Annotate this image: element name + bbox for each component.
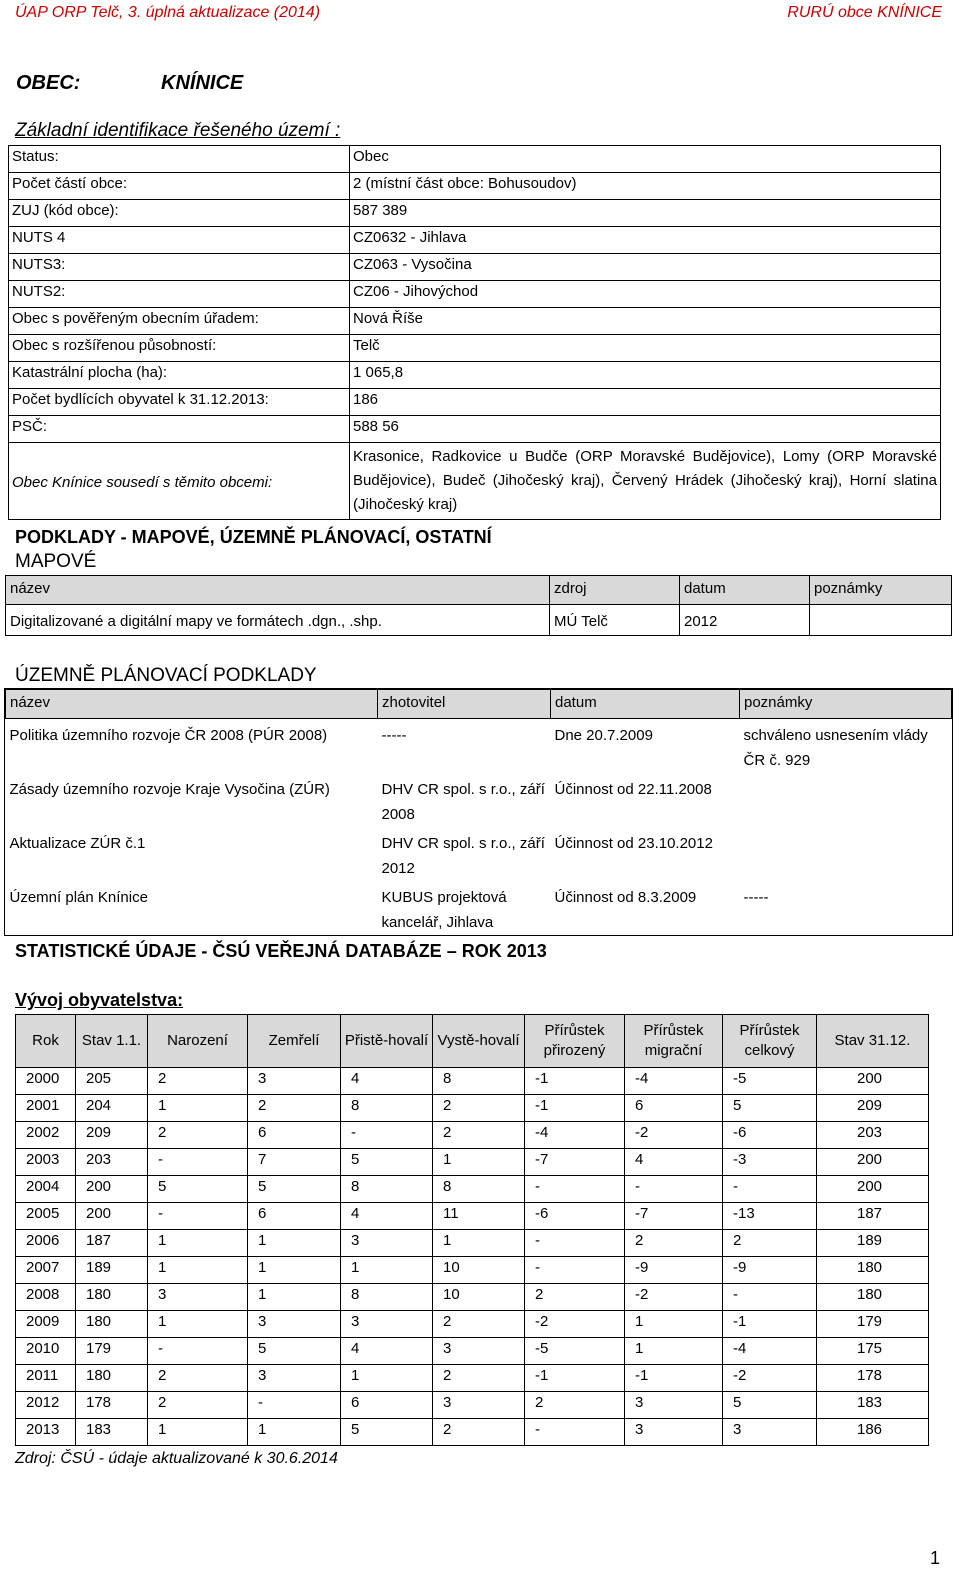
population-row xyxy=(16,1149,929,1176)
neighbors-label: Obec Knínice sousedí s těmito obcemi: xyxy=(9,443,350,520)
uzemne-cell xyxy=(740,773,952,827)
page-header xyxy=(15,4,942,26)
population-row xyxy=(16,1284,929,1311)
ident-row xyxy=(9,146,941,173)
population-cell: -3 xyxy=(723,1149,817,1176)
population-cell: - xyxy=(525,1419,625,1446)
population-cell: -9 xyxy=(625,1257,723,1284)
population-cell: 1 xyxy=(433,1230,525,1257)
page-number: 1 xyxy=(929,1548,940,1568)
population-cell: 2002 xyxy=(16,1122,76,1149)
uzemne-title: ÚZEMNĚ PLÁNOVACÍ PODKLADY xyxy=(15,665,317,686)
population-cell: - xyxy=(723,1176,817,1203)
population-cell: 1 xyxy=(148,1257,248,1284)
population-cell: 180 xyxy=(817,1284,929,1311)
population-cell: 200 xyxy=(76,1203,148,1230)
population-cell: -6 xyxy=(723,1122,817,1149)
population-cell: 203 xyxy=(76,1149,148,1176)
population-cell: - xyxy=(341,1122,433,1149)
population-cell: 178 xyxy=(76,1392,148,1419)
population-cell: -1 xyxy=(525,1365,625,1392)
population-cell: -1 xyxy=(625,1365,723,1392)
uzemne-cell: Územní plán Knínice xyxy=(9,889,148,906)
population-row xyxy=(16,1122,929,1149)
mapove-table xyxy=(5,575,952,636)
population-header-cell: Přírůstek migrační xyxy=(625,1015,723,1068)
uzemne-cell: Účinnost od 22.11.2008 xyxy=(554,781,712,798)
population-cell: 209 xyxy=(76,1122,148,1149)
source-note: Zdroj: ČSÚ - údaje aktualizované k 30.6.2014 xyxy=(15,1450,338,1467)
ident-row xyxy=(9,416,941,443)
ident-value: 588 56 xyxy=(350,416,941,443)
population-cell: -1 xyxy=(723,1311,817,1338)
population-cell: 175 xyxy=(817,1338,929,1365)
population-cell: -13 xyxy=(723,1203,817,1230)
population-cell: 1 xyxy=(433,1149,525,1176)
ident-row xyxy=(9,173,941,200)
population-cell: 2 xyxy=(148,1068,248,1095)
mapove-header-cell: poznámky xyxy=(810,576,952,605)
mapove-header-cell: zdroj xyxy=(550,576,680,605)
population-cell: 3 xyxy=(341,1311,433,1338)
population-header-cell: Rok xyxy=(16,1015,76,1068)
population-cell: -1 xyxy=(525,1095,625,1122)
population-cell: 1 xyxy=(625,1311,723,1338)
population-cell: 2012 xyxy=(16,1392,76,1419)
population-cell: 2 xyxy=(248,1095,341,1122)
population-cell: 209 xyxy=(817,1095,929,1122)
neighbors-row xyxy=(9,443,941,520)
population-cell: 2001 xyxy=(16,1095,76,1122)
uzemne-row xyxy=(6,827,952,881)
ident-title: Základní identifikace řešeného území : xyxy=(15,120,341,141)
population-cell: 4 xyxy=(341,1068,433,1095)
population-cell: - xyxy=(148,1203,248,1230)
ident-value: 587 389 xyxy=(350,200,941,227)
population-cell: -4 xyxy=(525,1122,625,1149)
mapove-cell: Digitalizované a digitální mapy ve formátech .dgn., .shp. xyxy=(6,605,550,636)
ident-label: Status: xyxy=(9,146,350,173)
population-cell: 11 xyxy=(433,1203,525,1230)
population-cell: 180 xyxy=(76,1311,148,1338)
population-cell: 2013 xyxy=(16,1419,76,1446)
population-cell: - xyxy=(525,1176,625,1203)
population-cell: 178 xyxy=(817,1365,929,1392)
population-cell: 3 xyxy=(433,1338,525,1365)
population-cell: 5 xyxy=(248,1338,341,1365)
population-cell: 3 xyxy=(625,1392,723,1419)
uzemne-header-cell: název xyxy=(6,690,378,719)
population-cell: 2 xyxy=(525,1284,625,1311)
ident-row xyxy=(9,254,941,281)
population-cell: 2 xyxy=(433,1095,525,1122)
mapove-cell xyxy=(810,605,952,636)
population-cell: 2 xyxy=(148,1122,248,1149)
uzemne-header-row xyxy=(6,690,952,719)
ident-row xyxy=(9,281,941,308)
ident-value: Nová Říše xyxy=(350,308,941,335)
population-header-cell: Přistě-hovalí xyxy=(341,1015,433,1068)
population-cell: 10 xyxy=(433,1257,525,1284)
ident-value: CZ063 - Vysočina xyxy=(350,254,941,281)
population-cell: 179 xyxy=(817,1311,929,1338)
population-table xyxy=(15,1014,929,1446)
obec-name: KNÍNICE xyxy=(161,72,244,94)
stat-title: STATISTICKÉ ÚDAJE - ČSÚ VEŘEJNÁ DATABÁZE – ROK 2013 xyxy=(15,941,547,961)
population-cell: 2010 xyxy=(16,1338,76,1365)
population-cell: 7 xyxy=(248,1149,341,1176)
population-cell: 6 xyxy=(248,1122,341,1149)
population-cell: - xyxy=(723,1284,817,1311)
uzemne-cell: Zásady územního rozvoje Kraje Vysočina (ZÚR) xyxy=(9,781,330,798)
population-cell: 180 xyxy=(76,1365,148,1392)
population-cell: 4 xyxy=(341,1338,433,1365)
population-row xyxy=(16,1230,929,1257)
population-header-cell: Narození xyxy=(148,1015,248,1068)
population-cell: -6 xyxy=(525,1203,625,1230)
population-cell: 5 xyxy=(723,1392,817,1419)
population-cell: 1 xyxy=(341,1257,433,1284)
ident-label: NUTS3: xyxy=(9,254,350,281)
population-cell: -2 xyxy=(625,1284,723,1311)
obec-title xyxy=(16,72,244,95)
uzemne-cell: Dne 20.7.2009 xyxy=(554,727,653,744)
population-header-cell: Přírůstek celkový xyxy=(723,1015,817,1068)
population-row xyxy=(16,1338,929,1365)
population-cell: 1 xyxy=(341,1365,433,1392)
ident-table xyxy=(8,145,941,520)
population-cell: 2011 xyxy=(16,1365,76,1392)
population-cell: 2 xyxy=(433,1311,525,1338)
population-cell: -2 xyxy=(625,1122,723,1149)
population-header-cell: Stav 1.1. xyxy=(76,1015,148,1068)
population-cell: 5 xyxy=(248,1176,341,1203)
uzemne-header-cell: zhotovitel xyxy=(378,690,551,719)
ident-value: Telč xyxy=(350,335,941,362)
population-cell: 3 xyxy=(248,1311,341,1338)
population-row xyxy=(16,1203,929,1230)
ident-label: Obec s pověřeným obecním úřadem: xyxy=(9,308,350,335)
population-cell: 2 xyxy=(433,1365,525,1392)
population-cell: 1 xyxy=(148,1311,248,1338)
obec-label: OBEC: xyxy=(16,72,81,94)
population-cell: -7 xyxy=(625,1203,723,1230)
uzemne-header-cell: poznámky xyxy=(740,690,952,719)
population-cell: 4 xyxy=(341,1203,433,1230)
population-cell: 8 xyxy=(433,1068,525,1095)
population-cell: 180 xyxy=(817,1257,929,1284)
neighbors-value: Krasonice, Radkovice u Budče (ORP Moravské Budějovice), Lomy (ORP Moravské Budějovice), Budeč (Jihočeský kraj), Červený Hrádek (Jihočeský kraj), Horní slatina (Jihočeský kraj) xyxy=(350,443,941,520)
ident-label: ZUJ (kód obce): xyxy=(9,200,350,227)
population-cell: 2003 xyxy=(16,1149,76,1176)
uzemne-cell: DHV CR spol. s r.o., září 2008 xyxy=(381,781,545,823)
population-cell: -5 xyxy=(525,1338,625,1365)
population-cell: 183 xyxy=(76,1419,148,1446)
population-cell: 2 xyxy=(433,1122,525,1149)
population-row xyxy=(16,1311,929,1338)
population-cell: 2 xyxy=(525,1392,625,1419)
uzemne-cell: ----- xyxy=(381,727,407,744)
population-cell: 3 xyxy=(248,1365,341,1392)
population-cell: - xyxy=(525,1257,625,1284)
population-cell: -4 xyxy=(625,1068,723,1095)
population-cell: 1 xyxy=(248,1419,341,1446)
population-cell: 6 xyxy=(248,1203,341,1230)
ident-label: NUTS 4 xyxy=(9,227,350,254)
population-cell: -4 xyxy=(723,1338,817,1365)
population-cell: 2 xyxy=(625,1230,723,1257)
ident-row xyxy=(9,335,941,362)
population-cell: 3 xyxy=(433,1392,525,1419)
population-cell: - xyxy=(248,1392,341,1419)
population-cell: 203 xyxy=(817,1122,929,1149)
population-cell: 3 xyxy=(148,1284,248,1311)
population-cell: 186 xyxy=(817,1419,929,1446)
ident-label: Katastrální plocha (ha): xyxy=(9,362,350,389)
mapove-cell: MÚ Telč xyxy=(550,605,680,636)
population-cell: 8 xyxy=(341,1095,433,1122)
population-cell: 2006 xyxy=(16,1230,76,1257)
mapove-header-cell: datum xyxy=(680,576,810,605)
population-cell: 10 xyxy=(433,1284,525,1311)
population-cell: 180 xyxy=(76,1284,148,1311)
ident-row xyxy=(9,227,941,254)
population-row xyxy=(16,1365,929,1392)
ident-value: CZ0632 - Jihlava xyxy=(350,227,941,254)
ident-value: CZ06 - Jihovýchod xyxy=(350,281,941,308)
population-header-cell: Přírůstek přirozený xyxy=(525,1015,625,1068)
mapove-cell: 2012 xyxy=(680,605,810,636)
ident-label: Počet částí obce: xyxy=(9,173,350,200)
uzemne-cell: DHV CR spol. s r.o., září 2012 xyxy=(381,835,545,877)
population-cell: 6 xyxy=(341,1392,433,1419)
population-header-cell: Stav 31.12. xyxy=(817,1015,929,1068)
uzemne-cell: Politika územního rozvoje ČR 2008 (PÚR 2008) xyxy=(9,727,328,744)
uzemne-cell: Aktualizace ZÚR č.1 xyxy=(9,835,146,852)
population-cell: -1 xyxy=(525,1068,625,1095)
uzemne-table xyxy=(5,689,952,935)
population-cell: 2007 xyxy=(16,1257,76,1284)
population-cell: 205 xyxy=(76,1068,148,1095)
mapove-header-cell: název xyxy=(6,576,550,605)
uzemne-row xyxy=(6,719,952,774)
population-cell: 1 xyxy=(625,1338,723,1365)
mapove-title: MAPOVÉ xyxy=(15,551,97,572)
population-cell: 4 xyxy=(625,1149,723,1176)
population-cell: 6 xyxy=(625,1095,723,1122)
uzemne-cell: ----- xyxy=(743,889,769,906)
population-row xyxy=(16,1419,929,1446)
population-cell: 5 xyxy=(723,1095,817,1122)
population-cell: 2 xyxy=(148,1392,248,1419)
population-cell: 1 xyxy=(248,1230,341,1257)
population-row xyxy=(16,1392,929,1419)
header-left: ÚAP ORP Telč, 3. úplná aktualizace (2014) xyxy=(15,4,321,21)
vyvoj-title: Vývoj obyvatelstva: xyxy=(15,990,184,1010)
ident-label: NUTS2: xyxy=(9,281,350,308)
population-cell: 3 xyxy=(723,1419,817,1446)
population-cell: - xyxy=(525,1230,625,1257)
population-cell: 1 xyxy=(148,1095,248,1122)
population-cell: 204 xyxy=(76,1095,148,1122)
ident-value: 1 065,8 xyxy=(350,362,941,389)
mapove-header-row xyxy=(6,576,952,605)
population-cell: 2 xyxy=(723,1230,817,1257)
population-header-cell: Vystě-hovalí xyxy=(433,1015,525,1068)
ident-label: Obec s rozšířenou působností: xyxy=(9,335,350,362)
uzemne-row xyxy=(6,773,952,827)
population-cell: 200 xyxy=(817,1068,929,1095)
population-cell: 187 xyxy=(76,1230,148,1257)
ident-value: Obec xyxy=(350,146,941,173)
population-cell: - xyxy=(148,1338,248,1365)
population-cell: 1 xyxy=(248,1257,341,1284)
population-cell: 2008 xyxy=(16,1284,76,1311)
population-cell: 200 xyxy=(817,1149,929,1176)
population-header-row xyxy=(16,1015,929,1068)
population-cell: 189 xyxy=(817,1230,929,1257)
podklady-title: PODKLADY - MAPOVÉ, ÚZEMNĚ PLÁNOVACÍ, OSTATNÍ xyxy=(15,527,492,547)
population-row xyxy=(16,1176,929,1203)
ident-label: PSČ: xyxy=(9,416,350,443)
population-cell: 5 xyxy=(341,1419,433,1446)
population-row xyxy=(16,1095,929,1122)
population-row xyxy=(16,1257,929,1284)
ident-row xyxy=(9,308,941,335)
population-row xyxy=(16,1068,929,1095)
uzemne-cell xyxy=(740,827,952,881)
population-cell: 189 xyxy=(76,1257,148,1284)
population-cell: 3 xyxy=(341,1230,433,1257)
uzemne-cell: schváleno usnesením vlády ČR č. 929 xyxy=(743,727,928,769)
uzemne-header-cell: datum xyxy=(551,690,740,719)
population-cell: - xyxy=(148,1149,248,1176)
ident-row xyxy=(9,389,941,416)
uzemne-cell: Účinnost od 23.10.2012 xyxy=(554,835,713,852)
uzemne-cell: Účinnost od 8.3.2009 xyxy=(554,889,697,906)
population-cell: 2009 xyxy=(16,1311,76,1338)
population-cell: 179 xyxy=(76,1338,148,1365)
ident-label: Počet bydlících obyvatel k 31.12.2013: xyxy=(9,389,350,416)
population-cell: - xyxy=(625,1176,723,1203)
population-cell: 2005 xyxy=(16,1203,76,1230)
population-cell: 5 xyxy=(341,1149,433,1176)
population-cell: 187 xyxy=(817,1203,929,1230)
population-cell: 2000 xyxy=(16,1068,76,1095)
ident-row xyxy=(9,200,941,227)
population-cell: 3 xyxy=(248,1068,341,1095)
population-cell: 2 xyxy=(148,1365,248,1392)
population-cell: 8 xyxy=(341,1284,433,1311)
population-cell: -9 xyxy=(723,1257,817,1284)
population-cell: 1 xyxy=(148,1419,248,1446)
population-cell: -5 xyxy=(723,1068,817,1095)
ident-value: 2 (místní část obce: Bohusoudov) xyxy=(350,173,941,200)
population-cell: 183 xyxy=(817,1392,929,1419)
ident-row xyxy=(9,362,941,389)
header-right: RURÚ obce KNÍNICE xyxy=(787,4,942,21)
population-cell: 1 xyxy=(148,1230,248,1257)
population-cell: 8 xyxy=(341,1176,433,1203)
population-cell: -2 xyxy=(525,1311,625,1338)
population-cell: 2004 xyxy=(16,1176,76,1203)
population-cell: 2 xyxy=(433,1419,525,1446)
uzemne-cell: KUBUS projektová kancelář, Jihlava xyxy=(381,889,507,931)
population-cell: 1 xyxy=(248,1284,341,1311)
population-cell: -7 xyxy=(525,1149,625,1176)
population-cell: 200 xyxy=(817,1176,929,1203)
population-cell: -2 xyxy=(723,1365,817,1392)
population-cell: 200 xyxy=(76,1176,148,1203)
population-cell: 5 xyxy=(148,1176,248,1203)
population-header-cell: Zemřelí xyxy=(248,1015,341,1068)
ident-value: 186 xyxy=(350,389,941,416)
population-cell: 3 xyxy=(625,1419,723,1446)
uzemne-row xyxy=(6,881,952,935)
population-cell: 8 xyxy=(433,1176,525,1203)
mapove-row xyxy=(6,605,952,636)
